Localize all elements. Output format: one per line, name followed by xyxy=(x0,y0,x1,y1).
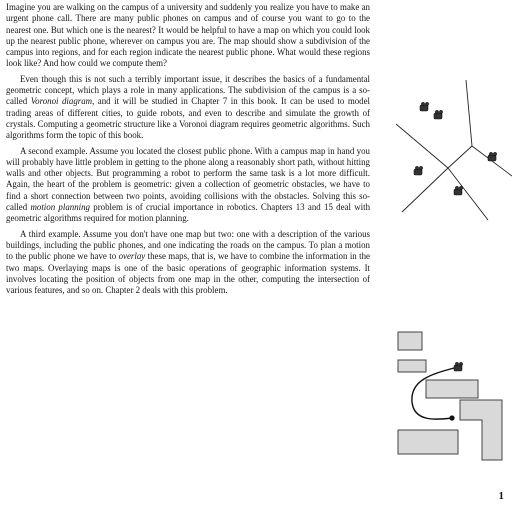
emphasized-term: Voronoi diagram xyxy=(30,96,93,107)
text-run: these maps, that is, we have to combine the information in the two maps. Overlaying maps is one of the basic operations of geographic information systems. It involves locating the position of objects from one map in the other, computing the intersection of various features, and so on. Chapter 2 deals with this problem. xyxy=(6,251,370,296)
text-run: , and it will be studied in Chapter 7 in this book. It can be used to model trading areas of different cities, to guide robots, and even to describe and simulate the growth of crystals. Computing a geometric structure like a Voronoi diagram requires geometric algorithms. Such algorithms form the topic of this book. xyxy=(6,96,371,141)
emphasized-term: motion planning xyxy=(30,202,90,213)
voronoi-edge xyxy=(466,80,472,146)
phone-icon xyxy=(414,166,423,175)
emphasized-term: overlay xyxy=(118,251,146,262)
text-run: A second example. Assume you located the closest public phone. With a campus map in hand you will probably have little problem in getting to the phone along a reasonably short path, without hitting walls and other objects. But programming a robot to perform the same task is a lot more difficult. Again, the heart of the problem is geometric: given a collection of geometric obstacles, we have to find a short connection between two points, avoiding collisions with the obstacles. Solving this so-called xyxy=(6,145,370,213)
main-text xyxy=(6,2,370,300)
phone-icon xyxy=(488,152,497,161)
obstacle xyxy=(460,400,502,460)
voronoi-svg xyxy=(388,80,512,220)
voronoi-edge xyxy=(402,168,448,212)
phone-icon xyxy=(420,102,429,111)
phone-icon xyxy=(434,110,443,119)
voronoi-edge xyxy=(396,124,448,168)
phone-icon xyxy=(454,362,463,371)
paragraph-3 xyxy=(6,146,370,225)
voronoi-edge xyxy=(448,146,472,168)
obstacle xyxy=(398,430,458,454)
paragraph-1 xyxy=(6,2,370,70)
text-run: Even though this is not such a terribly important issue, it describes the basics of a fundamental geometric concept, which plays a role in many applications. The subdivision of the campus is a so-called xyxy=(6,73,370,107)
obstacle xyxy=(398,332,422,350)
text-run: problem is of crucial importance in robotics. Chapters 13 and 15 deal with geometric algorithms required for motion planning. xyxy=(6,202,371,224)
voronoi-figure xyxy=(388,80,512,220)
paragraph-4 xyxy=(6,229,370,297)
obstacle xyxy=(398,360,426,372)
obstacle xyxy=(426,380,478,398)
text-run: A third example. Assume you don't have one map but two: one with a description of the various buildings, including the public phones, and one indicating the roads on the campus. To plan a motion to the public phone we have to xyxy=(6,228,370,262)
robot-start-point xyxy=(449,415,454,420)
motion-planning-svg xyxy=(392,324,512,464)
page-number: 1 xyxy=(498,490,504,502)
motion-planning-figure xyxy=(392,324,512,464)
phone-icon xyxy=(454,186,463,195)
text-run: Imagine you are walking on the campus of a university and suddenly you realize you have to make an urgent phone call. There are many public phones on campus and of course you want to go to the nearest one. But which one is the nearest? It would be helpful to have a map on which you could look up the nearest public phone, wherever on campus you are. The map should show a subdivision of the campus into regions, and for each region indicate the nearest public phone. What would these regions look like? And how could we compute them? xyxy=(6,2,370,69)
paragraph-2 xyxy=(6,74,370,142)
